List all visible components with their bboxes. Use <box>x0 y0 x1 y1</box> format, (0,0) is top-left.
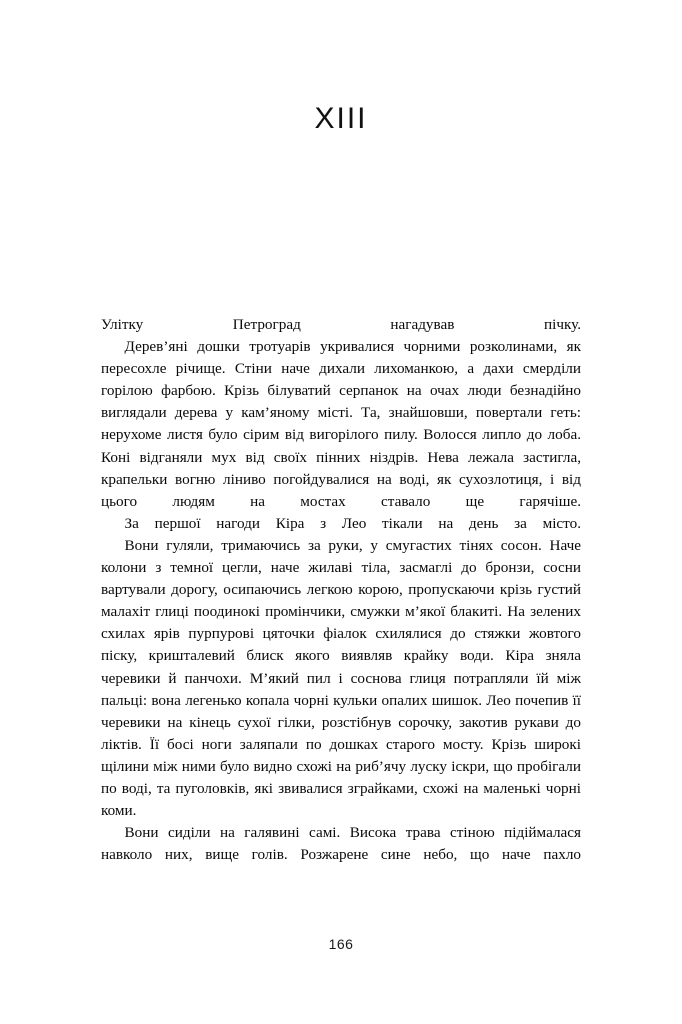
paragraph: Дерев’яні дошки тротуарів укривалися чорними розколинами, як пересохле річище. Стіни наче дихали лихоманкою, а дахи смерділи горілою фарбою. Крізь білуватий серпанок на очах люди безнадійно виглядали дерева у кам’яному місті. Та, знайшовши, повертали геть: нерухоме листя було сірим від вигорілого пилу. Волосся липло до лоба. Коні відганяли мух від своїх пінних ніздрів. Нева лежала застигла, крапельки вогню ліниво погойдувалися на воді, як сухозлотиця, і від цього людям на мостах ставало ще гарячіше. <box>101 338 581 510</box>
paragraph: За першої нагоди Кіра з Лео тікали на день за місто. <box>124 514 581 532</box>
paragraph: Улітку Петроград нагадував пічку. <box>101 316 581 333</box>
page-number: 166 <box>328 936 354 952</box>
chapter-heading: XIII <box>314 102 368 135</box>
body-text-block <box>101 314 581 866</box>
paragraph: Вони сиділи на галявині самі. Висока трава стіною підіймалася навколо них, вище голів. Розжарене сине небо, що наче пахло <box>101 824 581 864</box>
paragraph: Вони гуляли, тримаючись за руки, у смугастих тінях сосон. Наче колони з темної цегли, наче жилаві тіла, засмаглі до бронзи, сосни вартували дорогу, осипаючись легкою корою, пропускаючи крізь густий малахіт глиці поодинокі промінчики, смужки м’якої блакиті. На зелених схилах ярів пурпурові цяточки фіалок схилялися до стяжки жовтого піску, кришталевий блиск якого виявляв крайку води. Кіра зняла черевики й панчохи. М’який пил і соснова глиця потрапляли їй між пальці: вона легенько копала чорні кульки опалих шишок. Лео почепив її черевики на кінець сухої гілки, розстібнув сорочку, закотив рукави до ліктів. Її босі ноги заляпали по дошках старого мосту. Крізь широкі щілини між ними було видно схожі на риб’ячу луску іскри, що пробігали по воді, та пуголовків, які звивалися зграйками, схожі на маленькі чорні коми. <box>101 536 581 820</box>
